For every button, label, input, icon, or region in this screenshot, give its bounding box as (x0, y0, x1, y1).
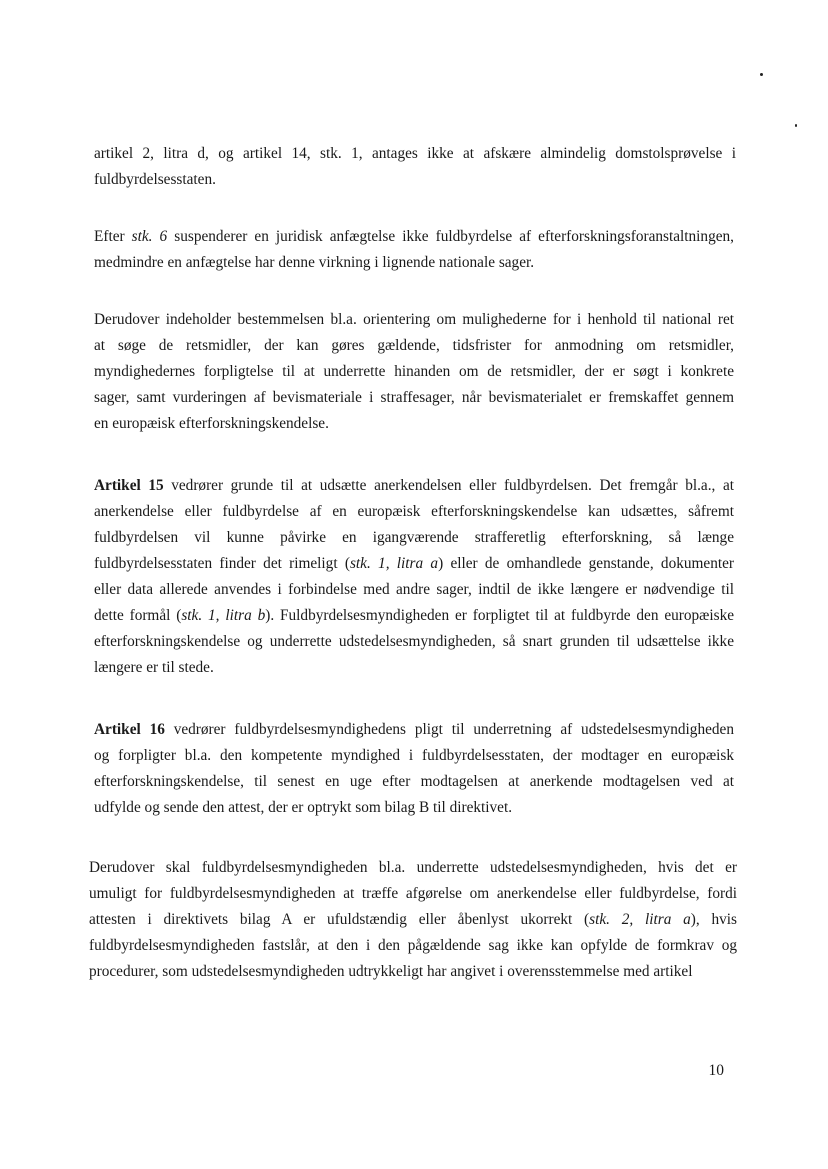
italic-reference: stk. 1, litra b (181, 607, 266, 624)
text-run: fuldbyrdelsesstaten finder det rimeligt ( (94, 555, 350, 572)
paragraph-1 (94, 141, 736, 193)
text-run: dette formål ( (94, 607, 182, 624)
text-run: anerkendelse eller fuldbyrdelse af en europæisk efterforskningskendelse kan udsættes, såfremt (94, 503, 734, 520)
text-line (94, 141, 736, 167)
text-run: suspenderer en juridisk anfægtelse ikke fuldbyrdelse af efterforskningsforanstaltningen, (167, 228, 734, 245)
text-run: fuldbyrdelsen vil kunne påvirke en igangværende strafferetlig efterforskning, så længe (94, 529, 734, 546)
text-run: medmindre en anfægtelse har denne virkning i lignende nationale sager. (94, 254, 535, 271)
paragraph-4 (94, 473, 734, 681)
text-run: Derudover indeholder bestemmelsen bl.a. orientering om mulighederne for i henhold til national ret (94, 311, 734, 328)
italic-reference: stk. 2, litra a (589, 911, 691, 928)
text-line (94, 411, 734, 437)
text-run: eller data allerede anvendes i forbindelse med andre sager, indtil de ikke længere er nødvendige til (94, 581, 734, 598)
page-number: 10 (708, 1062, 724, 1079)
text-run: sager, samt vurderingen af bevismateriale i straffesager, når bevismaterialet er fremskaffet gennem (94, 389, 734, 406)
text-line (94, 629, 734, 655)
italic-reference: stk. 1, litra a (349, 555, 439, 572)
text-line (89, 907, 737, 933)
text-run: at søge de retsmidler, der kan gøres gældende, tidsfrister for anmodning om retsmidler, (94, 337, 734, 354)
text-run: vedrører grunde til at udsætte anerkendelsen eller fuldbyrdelsen. Det fremgår bl.a., at (163, 477, 734, 494)
text-line (94, 525, 734, 551)
text-line (94, 167, 736, 193)
text-line (94, 551, 734, 577)
text-line (89, 881, 737, 907)
text-line (94, 333, 734, 359)
italic-reference: stk. 6 (131, 228, 168, 245)
text-run: efterforskningskendelse, til senest en uge efter modtagelsen at anerkende modtagelsen ved at (94, 773, 734, 790)
text-line (94, 743, 734, 769)
text-line (89, 959, 737, 985)
text-run: myndighedernes forpligtelse til at underrette hinanden om de retsmidler, der er søgt i konkrete (94, 363, 734, 380)
bold-text: Artikel 16 (94, 721, 165, 738)
text-line (94, 473, 734, 499)
text-run: en europæisk efterforskningskendelse. (94, 415, 329, 432)
text-line (94, 250, 734, 276)
text-line (94, 307, 734, 333)
text-run: procedurer, som udstedelsesmyndigheden udtrykkeligt har angivet i overensstemmelse med artikel (89, 963, 693, 980)
text-line (94, 385, 734, 411)
text-run: længere er til stede. (94, 659, 214, 676)
text-run: efterforskningskendelse og underrette udstedelsesmyndigheden, så snart grunden til udsættelse ikke (94, 633, 734, 650)
text-line (94, 359, 734, 385)
text-line (94, 577, 734, 603)
text-run: udfylde og sende den attest, der er optrykt som bilag B til direktivet. (94, 799, 513, 816)
text-line (94, 224, 734, 250)
text-line (94, 603, 734, 629)
text-line (94, 499, 734, 525)
text-line (94, 655, 734, 681)
text-run: artikel 2, litra d, og artikel 14, stk. 1, antages ikke at afskære almindelig domstolsprøvelse i (94, 145, 736, 162)
paragraph-2 (94, 224, 734, 276)
paragraph-3 (94, 307, 734, 437)
text-run: ), hvis (690, 911, 737, 928)
text-run: vedrører fuldbyrdelsesmyndighedens pligt til underretning af udstedelsesmyndigheden (164, 721, 734, 738)
text-run: ) eller de omhandlede genstande, dokumenter (438, 555, 734, 572)
paragraph-5 (94, 717, 734, 821)
text-line (89, 855, 737, 881)
scan-speck (795, 124, 797, 127)
text-line (94, 769, 734, 795)
text-run: fuldbyrdelsesstaten. (94, 171, 216, 188)
text-run: attesten i direktivets bilag A er ufuldstændig eller åbenlyst ukorrekt ( (89, 911, 590, 928)
text-run: og forpligter bl.a. den kompetente myndighed i fuldbyrdelsesstaten, der modtager en europæisk (94, 747, 734, 764)
bold-text: Artikel 15 (94, 477, 164, 494)
text-run: ). Fuldbyrdelsesmyndigheden er forpligtet til at fuldbyrde den europæiske (265, 607, 735, 624)
text-run: Derudover skal fuldbyrdelsesmyndigheden bl.a. underrette udstedelsesmyndigheden, hvis det er (89, 859, 737, 876)
text-run: fuldbyrdelsesmyndigheden fastslår, at den i den pågældende sag ikke kan opfylde de formkrav og (89, 937, 737, 954)
paragraph-6 (89, 855, 737, 985)
text-line (89, 933, 737, 959)
text-line (94, 717, 734, 743)
text-run: Efter (94, 228, 132, 245)
text-run: umuligt for fuldbyrdelsesmyndigheden at træffe afgørelse om anerkendelse eller fuldbyrdelse, fordi (89, 885, 737, 902)
scan-speck (760, 73, 763, 76)
text-line (94, 795, 734, 821)
